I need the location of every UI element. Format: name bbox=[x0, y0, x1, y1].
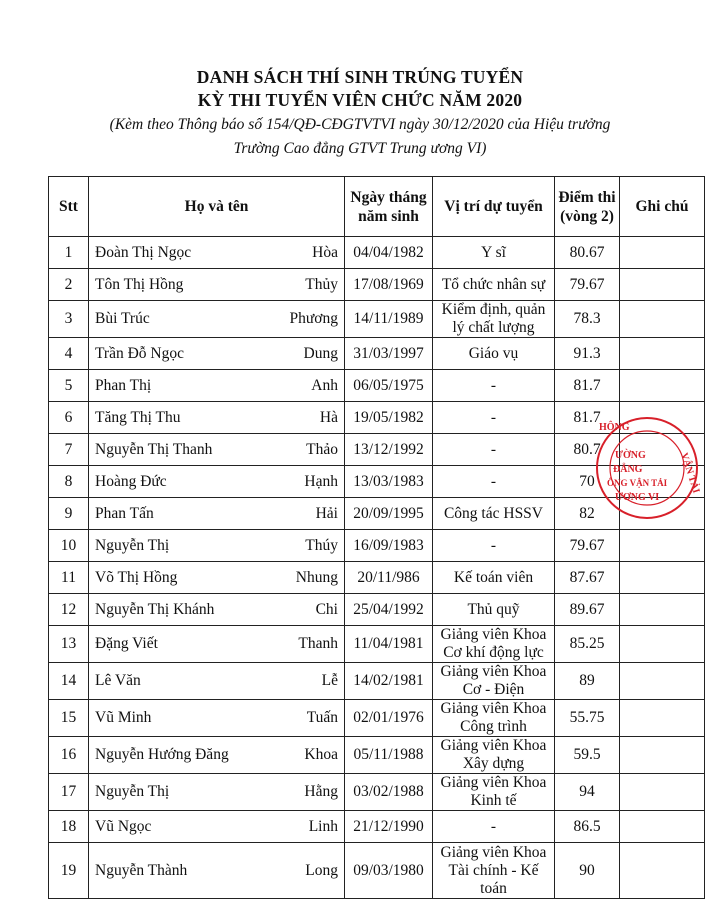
position-line: Giảng viên Khoa bbox=[440, 626, 547, 643]
cell-name bbox=[89, 843, 345, 899]
cell-name bbox=[89, 498, 345, 530]
cell-stt: 8 bbox=[49, 466, 89, 498]
name-last: Trần Đỗ Ngọc bbox=[95, 344, 184, 362]
cell-position bbox=[433, 737, 555, 774]
name-last: Võ Thị Hồng bbox=[95, 568, 178, 586]
table-row bbox=[49, 301, 705, 338]
position-line: - bbox=[490, 440, 497, 458]
position-line: Kinh tế bbox=[470, 792, 517, 809]
cell-dob: 25/04/1992 bbox=[345, 594, 433, 626]
cell-score: 89 bbox=[555, 663, 620, 700]
cell-score: 85.25 bbox=[555, 626, 620, 663]
cell-position bbox=[433, 434, 555, 466]
cell-note bbox=[620, 338, 705, 370]
name-first: Nhung bbox=[295, 568, 338, 586]
table-row bbox=[49, 338, 705, 370]
cell-dob: 21/12/1990 bbox=[345, 811, 433, 843]
position-line: Giảng viên Khoa bbox=[440, 774, 547, 791]
cell-note bbox=[620, 626, 705, 663]
name-first: Phương bbox=[289, 310, 338, 327]
position-line: - bbox=[490, 376, 497, 394]
cell-stt: 4 bbox=[49, 338, 89, 370]
position-line: Y sĩ bbox=[481, 243, 506, 261]
cell-dob: 20/11/986 bbox=[345, 562, 433, 594]
name-last: Vũ Ngọc bbox=[95, 817, 152, 835]
table-row bbox=[49, 700, 705, 737]
cell-position bbox=[433, 402, 555, 434]
cell-dob: 13/12/1992 bbox=[345, 434, 433, 466]
position-line: Giáo vụ bbox=[468, 344, 519, 362]
position-line: - bbox=[490, 536, 497, 554]
position-line: lý chất lượng bbox=[452, 319, 535, 336]
cell-name bbox=[89, 562, 345, 594]
cell-score: 82 bbox=[555, 498, 620, 530]
cell-position bbox=[433, 530, 555, 562]
header-note: Ghi chú bbox=[620, 177, 705, 237]
name-last: Phan Thị bbox=[95, 376, 152, 394]
name-last: Đoàn Thị Ngọc bbox=[95, 243, 192, 261]
name-last: Lê Văn bbox=[95, 672, 141, 689]
cell-note bbox=[620, 594, 705, 626]
cell-note bbox=[620, 301, 705, 338]
name-last: Nguyễn Hướng Đăng bbox=[95, 746, 229, 763]
cell-dob: 04/04/1982 bbox=[345, 237, 433, 269]
cell-dob: 14/11/1989 bbox=[345, 301, 433, 338]
cell-stt: 2 bbox=[49, 269, 89, 301]
cell-position bbox=[433, 843, 555, 899]
cell-dob: 17/08/1969 bbox=[345, 269, 433, 301]
cell-dob: 09/03/1980 bbox=[345, 843, 433, 899]
cell-score: 94 bbox=[555, 774, 620, 811]
cell-dob: 03/02/1988 bbox=[345, 774, 433, 811]
cell-position bbox=[433, 594, 555, 626]
seal-line2: ĐẲNG bbox=[613, 464, 643, 475]
cell-score: 90 bbox=[555, 843, 620, 899]
cell-score: 79.67 bbox=[555, 269, 620, 301]
cell-name bbox=[89, 663, 345, 700]
cell-note bbox=[620, 737, 705, 774]
cell-note bbox=[620, 237, 705, 269]
cell-name bbox=[89, 370, 345, 402]
cell-score: 86.5 bbox=[555, 811, 620, 843]
cell-position bbox=[433, 466, 555, 498]
name-first: Thanh bbox=[298, 635, 338, 652]
document-subtitle-line1: (Kèm theo Thông báo số 154/QĐ-CĐGTVTVI ngày 30/12/2020 của Hiệu trưởng bbox=[109, 116, 611, 133]
cell-position bbox=[433, 338, 555, 370]
document-subtitle-line2: Trường Cao đẳng GTVT Trung ương VI) bbox=[233, 140, 487, 157]
cell-score: 59.5 bbox=[555, 737, 620, 774]
position-line: Công tác HSSV bbox=[443, 504, 544, 522]
cell-stt: 1 bbox=[49, 237, 89, 269]
cell-score: 80.67 bbox=[555, 237, 620, 269]
name-first: Hạnh bbox=[304, 472, 338, 490]
table-row bbox=[49, 562, 705, 594]
name-first: Thủy bbox=[305, 275, 338, 293]
cell-note bbox=[620, 530, 705, 562]
position-line: Giảng viên Khoa bbox=[440, 663, 547, 680]
cell-dob: 16/09/1983 bbox=[345, 530, 433, 562]
seal-ring-top: HÔNG bbox=[599, 422, 630, 433]
name-first: Linh bbox=[308, 817, 338, 835]
header-score: Điểm thi (vòng 2) bbox=[555, 177, 620, 237]
table-header-row bbox=[49, 177, 705, 237]
cell-stt: 7 bbox=[49, 434, 89, 466]
table-row bbox=[49, 626, 705, 663]
cell-dob: 02/01/1976 bbox=[345, 700, 433, 737]
cell-name bbox=[89, 626, 345, 663]
position-line: Cơ - Điện bbox=[462, 681, 525, 698]
cell-position bbox=[433, 562, 555, 594]
cell-position bbox=[433, 663, 555, 700]
name-first: Khoa bbox=[304, 746, 338, 763]
official-seal bbox=[585, 410, 702, 520]
table-row bbox=[49, 663, 705, 700]
name-first: Tuấn bbox=[306, 709, 338, 726]
table-row bbox=[49, 530, 705, 562]
cell-name bbox=[89, 774, 345, 811]
cell-stt: 14 bbox=[49, 663, 89, 700]
cell-score: 81.7 bbox=[555, 370, 620, 402]
cell-name bbox=[89, 737, 345, 774]
cell-name bbox=[89, 301, 345, 338]
position-line: - bbox=[490, 472, 497, 490]
cell-name bbox=[89, 338, 345, 370]
name-first: Chi bbox=[315, 600, 338, 618]
cell-dob: 20/09/1995 bbox=[345, 498, 433, 530]
position-line: - bbox=[490, 817, 497, 835]
name-first: Hằng bbox=[304, 783, 338, 800]
name-last: Bùi Trúc bbox=[95, 310, 150, 327]
header-position: Vị trí dự tuyển bbox=[433, 177, 555, 237]
name-first: Lễ bbox=[321, 672, 338, 689]
cell-position bbox=[433, 301, 555, 338]
table-row bbox=[49, 737, 705, 774]
cell-position bbox=[433, 626, 555, 663]
name-first: Hà bbox=[319, 408, 338, 426]
cell-score: 80.7 bbox=[555, 434, 620, 466]
position-line: Tổ chức nhân sự bbox=[441, 275, 546, 293]
name-first: Long bbox=[305, 861, 338, 879]
table-row bbox=[49, 774, 705, 811]
cell-stt: 13 bbox=[49, 626, 89, 663]
cell-stt: 16 bbox=[49, 737, 89, 774]
cell-note bbox=[620, 774, 705, 811]
cell-note bbox=[620, 700, 705, 737]
cell-score: 79.67 bbox=[555, 530, 620, 562]
name-last: Tăng Thị Thu bbox=[95, 408, 181, 426]
name-last: Nguyễn Thị bbox=[95, 536, 170, 554]
cell-name bbox=[89, 434, 345, 466]
cell-dob: 19/05/1982 bbox=[345, 402, 433, 434]
cell-note bbox=[620, 370, 705, 402]
cell-name bbox=[89, 237, 345, 269]
cell-note bbox=[620, 811, 705, 843]
cell-position bbox=[433, 370, 555, 402]
name-last: Nguyễn Thị bbox=[95, 783, 170, 800]
name-first: Thúy bbox=[305, 536, 338, 554]
header-dob: Ngày tháng năm sinh bbox=[345, 177, 433, 237]
cell-name bbox=[89, 530, 345, 562]
cell-note bbox=[620, 562, 705, 594]
cell-name bbox=[89, 466, 345, 498]
cell-stt: 18 bbox=[49, 811, 89, 843]
cell-note bbox=[620, 269, 705, 301]
position-line: Giảng viên Khoa bbox=[440, 737, 547, 754]
position-line: Tài chính - Kế bbox=[448, 861, 539, 879]
cell-score: 89.67 bbox=[555, 594, 620, 626]
name-first: Anh bbox=[311, 376, 338, 394]
cell-dob: 13/03/1983 bbox=[345, 466, 433, 498]
table-row bbox=[49, 811, 705, 843]
cell-stt: 17 bbox=[49, 774, 89, 811]
name-last: Vũ Minh bbox=[95, 709, 152, 726]
header-name: Họ và tên bbox=[89, 177, 345, 237]
cell-score: 81.7 bbox=[555, 402, 620, 434]
cell-name bbox=[89, 700, 345, 737]
table-row bbox=[49, 843, 705, 899]
cell-note bbox=[620, 663, 705, 700]
cell-stt: 12 bbox=[49, 594, 89, 626]
name-last: Nguyễn Thị Khánh bbox=[95, 600, 215, 618]
name-first: Hòa bbox=[312, 243, 338, 261]
cell-position bbox=[433, 811, 555, 843]
name-first: Thảo bbox=[306, 440, 338, 458]
position-line: Công trình bbox=[460, 718, 527, 735]
name-last: Nguyễn Thị Thanh bbox=[95, 440, 213, 458]
cell-stt: 11 bbox=[49, 562, 89, 594]
seal-line4: ƯƠNG VI bbox=[615, 492, 660, 503]
seal-line3: ÔNG VẬN TẢI bbox=[607, 478, 668, 488]
cell-dob: 31/03/1997 bbox=[345, 338, 433, 370]
name-last: Tôn Thị Hồng bbox=[95, 275, 184, 293]
cell-score: 55.75 bbox=[555, 700, 620, 737]
cell-dob: 06/05/1975 bbox=[345, 370, 433, 402]
position-line: Thủ quỹ bbox=[467, 600, 520, 618]
cell-stt: 3 bbox=[49, 301, 89, 338]
cell-note bbox=[620, 843, 705, 899]
document-title-line1: DANH SÁCH THÍ SINH TRÚNG TUYỂN bbox=[196, 67, 524, 87]
position-line: toán bbox=[480, 879, 507, 897]
cell-stt: 10 bbox=[49, 530, 89, 562]
position-line: Cơ khí động lực bbox=[443, 644, 544, 661]
name-last: Đặng Viết bbox=[95, 635, 158, 652]
cell-position bbox=[433, 237, 555, 269]
name-last: Nguyễn Thành bbox=[95, 861, 188, 879]
name-last: Hoàng Đức bbox=[95, 472, 167, 490]
candidate-table bbox=[48, 176, 705, 899]
header-stt: Stt bbox=[49, 177, 89, 237]
cell-score: 91.3 bbox=[555, 338, 620, 370]
cell-score: 70 bbox=[555, 466, 620, 498]
cell-stt: 5 bbox=[49, 370, 89, 402]
cell-stt: 19 bbox=[49, 843, 89, 899]
table-row bbox=[49, 269, 705, 301]
position-line: Kiểm định, quản bbox=[441, 301, 546, 318]
cell-dob: 11/04/1981 bbox=[345, 626, 433, 663]
cell-position bbox=[433, 700, 555, 737]
cell-dob: 14/02/1981 bbox=[345, 663, 433, 700]
position-line: Kế toán viên bbox=[453, 568, 534, 586]
cell-name bbox=[89, 269, 345, 301]
cell-score: 87.67 bbox=[555, 562, 620, 594]
cell-stt: 6 bbox=[49, 402, 89, 434]
seal-line1: ƯỜNG bbox=[615, 450, 646, 461]
table-row bbox=[49, 594, 705, 626]
cell-name bbox=[89, 594, 345, 626]
cell-position bbox=[433, 498, 555, 530]
cell-name bbox=[89, 402, 345, 434]
seal-ring-right: VẬN TẢI bbox=[678, 451, 702, 495]
name-last: Phan Tấn bbox=[95, 504, 154, 522]
cell-dob: 05/11/1988 bbox=[345, 737, 433, 774]
name-first: Hải bbox=[315, 504, 338, 522]
cell-score: 78.3 bbox=[555, 301, 620, 338]
position-line: Giảng viên Khoa bbox=[440, 843, 547, 861]
cell-position bbox=[433, 774, 555, 811]
cell-stt: 9 bbox=[49, 498, 89, 530]
position-line: - bbox=[490, 408, 497, 426]
cell-stt: 15 bbox=[49, 700, 89, 737]
cell-position bbox=[433, 269, 555, 301]
position-line: Giảng viên Khoa bbox=[440, 700, 547, 717]
position-line: Xây dựng bbox=[462, 755, 525, 772]
table-row bbox=[49, 237, 705, 269]
document-title-line2: KỲ THI TUYỂN VIÊN CHỨC NĂM 2020 bbox=[197, 90, 523, 110]
name-first: Dung bbox=[303, 344, 338, 362]
table-row bbox=[49, 370, 705, 402]
cell-name bbox=[89, 811, 345, 843]
